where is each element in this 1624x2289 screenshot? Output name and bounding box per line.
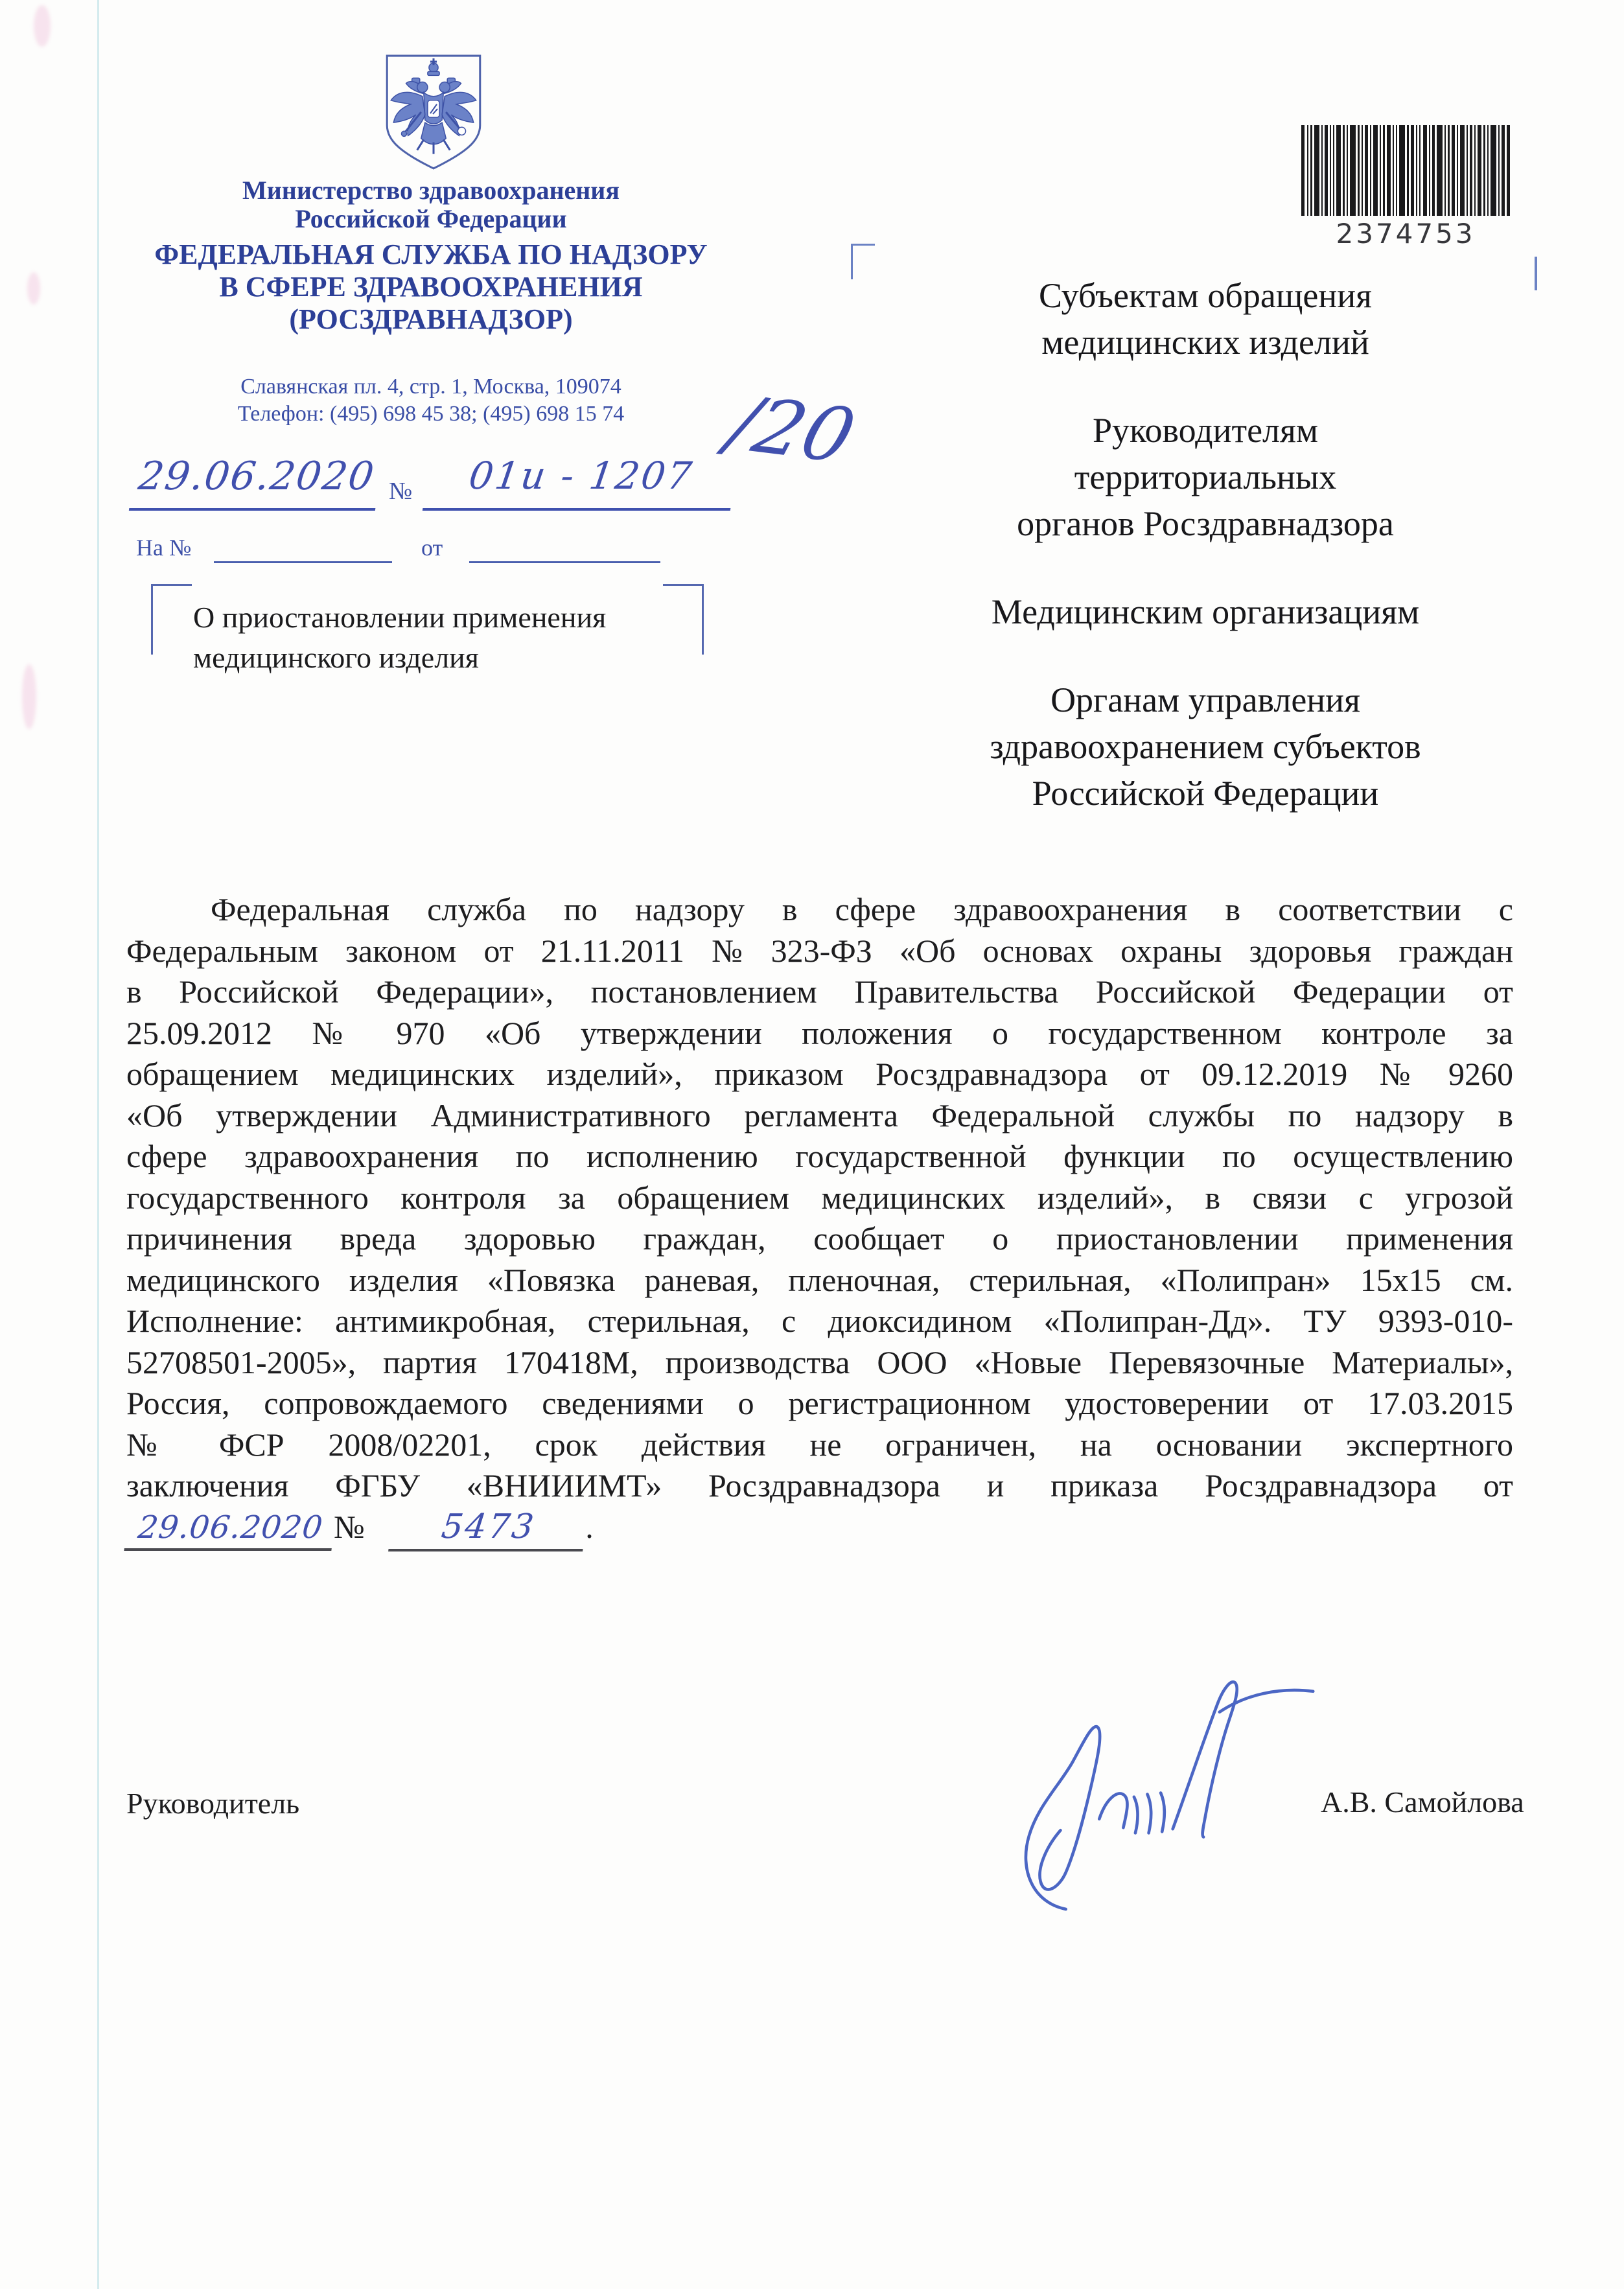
ministry-name	[123, 176, 739, 233]
ministry-line: Российской Федерации	[295, 204, 567, 233]
recipients-block	[868, 272, 1542, 858]
reply-from-label: от	[421, 535, 443, 561]
handwritten-number-suffix: /20	[718, 380, 865, 480]
registration-barcode	[1301, 125, 1510, 216]
recipient-line: медицинских изделий	[1041, 323, 1369, 362]
recipient-line: Медицинским организациям	[991, 592, 1420, 631]
handwritten-outgoing-number: 01и - 1207	[423, 454, 738, 511]
recipient-line: Руководителям	[1093, 411, 1318, 450]
handwritten-order-date: 29.06.2020	[124, 1512, 336, 1551]
address-line: Славянская пл. 4, стр. 1, Москва, 109074	[240, 375, 621, 399]
subject-corner-mark-left	[151, 584, 192, 655]
sentence-period: .	[585, 1508, 594, 1545]
recipient-line: Органам управления	[1050, 680, 1360, 719]
phone-line: Телефон: (495) 698 45 38; (495) 698 15 74	[237, 402, 625, 426]
subject-corner-mark-right	[663, 584, 704, 655]
signer-title: Руководитель	[126, 1787, 300, 1820]
recipient-group	[868, 272, 1542, 366]
handwritten-signature	[966, 1646, 1393, 1918]
letter-body	[126, 889, 1513, 1551]
scan-smudge	[27, 272, 40, 305]
recipient-line: органов Росздравнадзора	[1017, 504, 1394, 543]
scan-smudge	[22, 664, 36, 729]
signer-name: А.В. Самойлова	[1321, 1785, 1524, 1818]
handwritten-order-number: 5473	[388, 1510, 588, 1551]
body-text: Федеральная служба по надзору в сфере здравоохранения в соответствии с Федеральным законом от 21.11.2011 № 323-ФЗ «Об основах охраны здоровья граждан в Российской Федерации», постановлением Правительства Российской Федерации от 25.09.2012 № 970 «Об утверждении положения о государственном контроле за обращением медицинских изделий», приказом Росздравнадзора от 09.12.2019 № 9260 «Об утверждении Административного регламента Федеральной службы по надзору в сфере здравоохранения по исполнению государственной функции по осуществлению государственного контроля за обращением медицинских изделий», в связи с угрозой причинения вреда здоровью граждан, сообщает о приостановлении применения медицинского изделия «Повязка раневая, пленочная, стерильная, «Полипран» 15х15 см. Исполнение: антимикробная, стерильная, с диоксидином «Полипран-Дд». ТУ 9393-010-52708501-2005», партия 170418М, производства ООО «Новые Перевязочные Материалы», Россия, сопровождаемого сведениями о регистрационном удостоверении от 17.03.2015 № ФСР 2008/02201, срок действия не ограничен, на основании экспертного заключения ФГБУ «ВНИИИМТ» Росздравнадзора и приказа Росздравнадзора от	[126, 891, 1513, 1504]
reply-to-number-label: На №	[136, 535, 192, 561]
recipient-line: территориальных	[1074, 458, 1337, 496]
scan-smudge	[34, 5, 51, 47]
recipient-line: Российской Федерации	[1032, 774, 1379, 813]
handwritten-outgoing-date: 29.06.2020	[129, 454, 383, 511]
numero-sign: №	[334, 1508, 365, 1545]
reply-number-blank	[214, 534, 392, 563]
recipient-group	[868, 677, 1542, 817]
recipient-group	[868, 407, 1542, 547]
service-line: В СФЕРЕ ЗДРАВООХРАНЕНИЯ	[219, 271, 643, 303]
recipient-group	[868, 588, 1542, 635]
subject-line: медицинского изделия	[193, 641, 479, 674]
service-line: (РОСЗДРАВНАДЗОР)	[289, 303, 573, 335]
subject-line: О приостановлении применения	[193, 601, 607, 634]
service-name	[123, 238, 739, 336]
recipient-line: Субъектам обращения	[1038, 276, 1373, 315]
scan-artifact-line	[97, 0, 99, 2289]
russia-coat-of-arms-icon	[382, 52, 485, 174]
letter-subject	[193, 598, 660, 678]
service-line: ФЕДЕРАЛЬНАЯ СЛУЖБА ПО НАДЗОРУ	[154, 238, 708, 270]
recipient-line: здравоохранением субъектов	[990, 727, 1421, 766]
reply-date-blank	[469, 534, 660, 563]
ministry-line: Министерство здравоохранения	[242, 176, 620, 205]
numero-sign: №	[389, 478, 413, 505]
letterhead-address	[123, 373, 739, 428]
barcode-number: 2374753	[1336, 218, 1476, 250]
